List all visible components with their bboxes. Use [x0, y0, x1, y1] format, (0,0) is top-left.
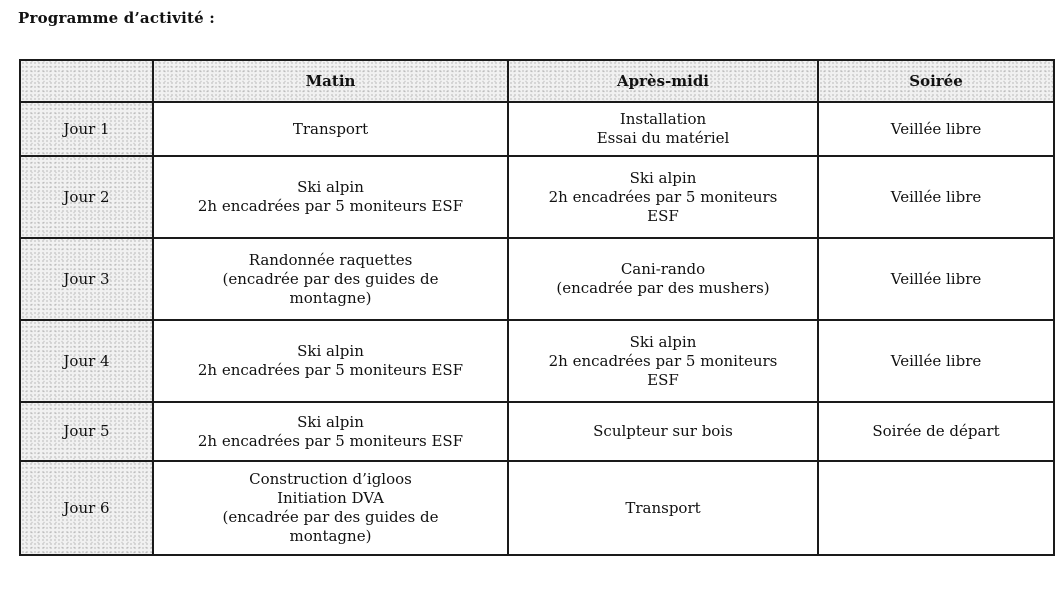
activity-schedule-table [19, 59, 1055, 556]
table-row [20, 102, 1054, 156]
header-matin: Matin [153, 60, 508, 102]
cell-text-line: Construction d’igloos [249, 470, 412, 488]
cell-text-line: Veillée libre [890, 187, 982, 206]
table-row [20, 402, 1054, 461]
cell-text-line: Soirée de départ [872, 422, 1000, 440]
day-label-cell: Jour 1 [20, 102, 153, 156]
soiree-cell [818, 156, 1054, 238]
apres-midi-cell [508, 102, 818, 156]
soiree-cell [818, 461, 1054, 555]
cell-text-line: Ski alpin [629, 168, 697, 187]
header-corner-cell [20, 60, 153, 102]
cell-text-line: 2h encadrées par 5 moniteurs ESF [197, 197, 464, 215]
cell-text-line: Randonnée raquettes [248, 250, 413, 269]
header-row [20, 60, 1054, 102]
cell-text-line: Transport [625, 498, 701, 517]
table-row [20, 320, 1054, 402]
apres-midi-cell [508, 156, 818, 238]
matin-cell [153, 156, 508, 238]
header-apres-midi: Après-midi [508, 60, 818, 102]
cell-text-line: Sculpteur sur bois [593, 422, 733, 440]
day-label-cell: Jour 3 [20, 238, 153, 320]
cell-text-line: Veillée libre [890, 119, 982, 138]
cell-text-line: montagne) [289, 288, 372, 307]
matin-cell [153, 320, 508, 402]
cell-text-line: (encadrée par des guides de [222, 269, 439, 288]
header-soiree: Soirée [818, 60, 1054, 102]
apres-midi-cell [508, 238, 818, 320]
cell-text-line: Transport [292, 119, 369, 138]
day-label-cell: Jour 6 [20, 461, 153, 555]
cell-text-line: Installation [619, 110, 707, 128]
cell-text-line: 2h encadrées par 5 moniteurs ESF [197, 361, 464, 379]
day-label-cell: Jour 5 [20, 402, 153, 461]
day-label-cell: Jour 4 [20, 320, 153, 402]
table-row [20, 461, 1054, 555]
cell-text-line: Ski alpin [297, 342, 364, 360]
cell-text-line: 2h encadrées par 5 moniteurs [548, 351, 778, 370]
cell-text-line: montagne) [289, 527, 372, 545]
cell-text-line: Cani-rando [620, 260, 706, 278]
apres-midi-cell [508, 461, 818, 555]
table-row [20, 238, 1054, 320]
cell-text-line: ESF [647, 370, 679, 389]
cell-text-line: 2h encadrées par 5 moniteurs [548, 187, 778, 206]
cell-text-line: Essai du matériel [596, 129, 730, 147]
apres-midi-cell [508, 320, 818, 402]
soiree-cell [818, 238, 1054, 320]
matin-cell [153, 461, 508, 555]
cell-text-line: ESF [647, 206, 679, 225]
cell-text-line: (encadrée par des mushers) [556, 279, 770, 297]
page-title: Programme d’activité : [18, 9, 216, 27]
soiree-cell [818, 402, 1054, 461]
cell-text-line: (encadrée par des guides de [222, 508, 439, 526]
apres-midi-cell [508, 402, 818, 461]
cell-text-line: Ski alpin [297, 178, 364, 196]
matin-cell [153, 238, 508, 320]
cell-text-line: Initiation DVA [277, 489, 384, 507]
cell-text-line: Veillée libre [890, 351, 982, 370]
soiree-cell [818, 320, 1054, 402]
cell-text-line: 2h encadrées par 5 moniteurs ESF [197, 431, 464, 450]
matin-cell [153, 102, 508, 156]
soiree-cell [818, 102, 1054, 156]
day-label-cell: Jour 2 [20, 156, 153, 238]
table-row [20, 156, 1054, 238]
cell-text-line: Ski alpin [297, 412, 364, 431]
cell-text-line: Ski alpin [629, 332, 697, 351]
matin-cell [153, 402, 508, 461]
cell-text-line: Veillée libre [890, 269, 982, 288]
